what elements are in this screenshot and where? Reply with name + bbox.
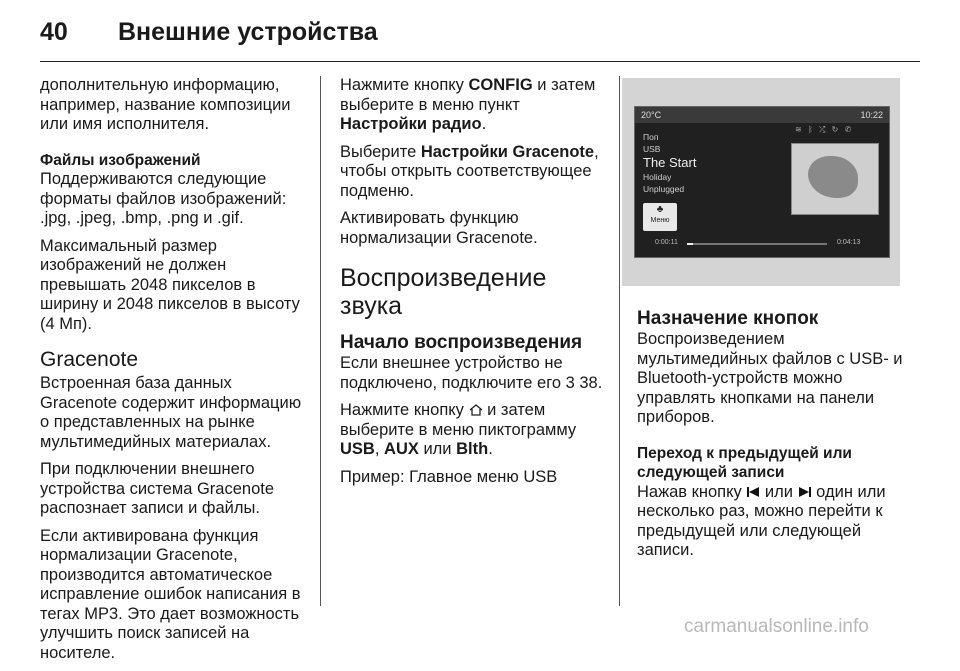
config-button-label: CONFIG xyxy=(468,76,533,94)
intro-paragraph: дополнительную информацию, например, название композиции или имя исполнителя. xyxy=(40,76,291,133)
column-divider-2 xyxy=(619,76,620,606)
images-paragraph-2: Максимальный размер изображений не должен превышать 2048 пикселов в ширину и 2048 пикселов в высоту (4 Мп). xyxy=(40,236,300,333)
start-playback-heading: Начало воспроизведения xyxy=(340,332,583,353)
screen-temperature: 20°C xyxy=(641,110,662,120)
wifi-icon: ≋ xyxy=(795,125,804,134)
phone-icon: ✆ xyxy=(844,125,854,134)
column-1 xyxy=(40,76,312,671)
list-item: USB xyxy=(643,144,661,154)
screen-clock: 10:22 xyxy=(860,110,883,120)
gracenote-paragraph-1: Встроенная база данных Gracenote содержит информацию о представленных на рынке мультимедийных материалах. xyxy=(40,374,302,451)
prev-next-paragraph xyxy=(637,483,917,561)
screen-menu-label: Меню xyxy=(650,217,670,224)
list-item: The Start xyxy=(643,155,697,170)
text-run: . xyxy=(481,115,487,133)
screen-status-bar xyxy=(635,107,889,123)
text-run: , xyxy=(374,440,380,458)
text-run: один или несколько раз, можно перейти к предыдущей или следующей записи. xyxy=(637,482,886,559)
images-heading: Файлы изображений xyxy=(40,151,201,169)
column-divider-1 xyxy=(320,76,321,606)
next-track-icon xyxy=(798,486,812,498)
gracenote-settings-paragraph xyxy=(340,143,605,202)
menu-icon: ♣ xyxy=(656,204,664,215)
page-title: Внешние устройства xyxy=(118,18,378,46)
repeat-icon: ↻ xyxy=(831,125,841,134)
album-art xyxy=(791,143,879,215)
column-3 xyxy=(637,308,917,569)
bluetooth-icon: ᛒ xyxy=(807,125,815,134)
list-item: Unplugged xyxy=(643,184,685,194)
prev-next-heading: Переход к предыдущей или следующей записи xyxy=(637,444,852,481)
gracenote-paragraph-3: Если активирована функция нормализации Gracenote, производится автоматическое исправление ошибок написания в тегах MP3. Это дает возможность улучшить поиск записей на носителе. xyxy=(40,526,301,662)
header-rule xyxy=(40,61,920,62)
page-number: 40 xyxy=(40,18,68,46)
watermark: carmanualsonline.info xyxy=(684,616,869,637)
text-run: или xyxy=(760,482,798,501)
gracenote-paragraph-2: При подключении внешнего устройства система Gracenote распознает записи и файлы. xyxy=(40,460,275,517)
usb-main-menu-image xyxy=(622,78,900,286)
text-run: Нажав кнопку xyxy=(637,482,747,501)
aux-label: AUX xyxy=(384,440,419,458)
radio-settings-menu-label: Настройки радио xyxy=(340,115,482,133)
text-run: и затем выберите в меню пункт xyxy=(340,76,596,114)
elapsed-time: 0:00:11 xyxy=(655,239,678,246)
normalization-paragraph: Активировать функцию нормализации Gracenote. xyxy=(340,209,538,247)
total-time: 0:04:13 xyxy=(837,239,861,246)
text-run: , чтобы открыть соответствующее подменю. xyxy=(340,142,599,200)
list-item: Holiday xyxy=(643,172,672,182)
previous-track-icon xyxy=(746,486,760,498)
start-paragraph-1: Если внешнее устройство не подключено, подключите его 3 38. xyxy=(340,354,603,392)
album-art-picture xyxy=(808,156,858,198)
start-paragraph-2 xyxy=(340,401,605,460)
screen-menu-button xyxy=(643,203,677,231)
text-run: Выберите xyxy=(340,142,421,161)
gracenote-heading: Gracenote xyxy=(40,348,139,371)
text-run: . xyxy=(488,440,493,458)
list-item: Поп xyxy=(643,132,659,142)
blth-label: Blth xyxy=(456,440,489,458)
shuffle-icon: ⤮ xyxy=(818,125,828,134)
gracenote-settings-menu-label: Настройки Gracenote xyxy=(420,142,595,161)
screen-track-list xyxy=(643,131,696,195)
home-icon xyxy=(469,404,483,416)
button-assignment-paragraph: Воспроизведением мультимедийных файлов с USB- и Bluetooth-устройств можно управлять кнопками на панели приборов. xyxy=(637,330,903,426)
config-paragraph xyxy=(340,76,605,135)
infotainment-screen xyxy=(634,106,890,258)
page-header xyxy=(40,14,920,54)
screen-progress xyxy=(643,239,881,249)
status-icons xyxy=(795,125,853,135)
text-run: или xyxy=(418,440,457,458)
button-assignment-heading: Назначение кнопок xyxy=(637,308,819,329)
playback-heading: Воспроизведение звука xyxy=(340,264,547,320)
text-run: Нажмите кнопку xyxy=(340,401,469,419)
example-caption: Пример: Главное меню USB xyxy=(340,467,558,486)
progress-bar xyxy=(687,243,827,245)
text-run: Нажмите кнопку xyxy=(340,76,469,94)
column-2 xyxy=(340,76,605,495)
usb-label: USB xyxy=(340,440,375,458)
images-paragraph-1: Поддерживаются следующие форматы файлов изображений: .jpg, .jpeg, .bmp, .png и .gif. xyxy=(40,170,287,227)
text-run: и затем выберите в меню пиктограмму xyxy=(340,401,577,439)
progress-fill xyxy=(687,243,693,245)
